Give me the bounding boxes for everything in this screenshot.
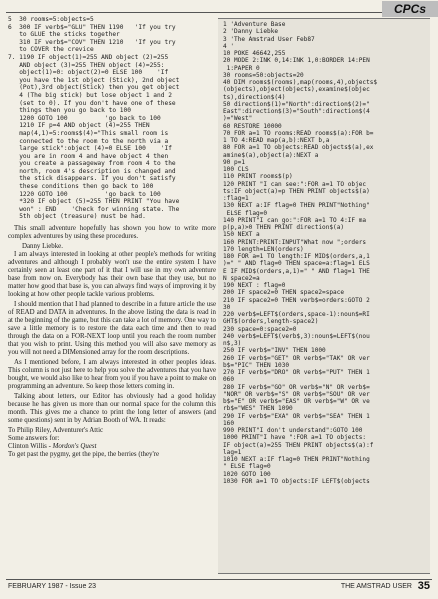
header-rule xyxy=(6,12,432,13)
left-column xyxy=(8,16,216,571)
game-author: Clinton Willis - xyxy=(8,443,53,451)
signature-danny: Danny Liebke. xyxy=(22,243,63,251)
footer-rule xyxy=(6,579,432,580)
letter-addressee: To Philip Riley, Adventurer's Attic xyxy=(8,427,104,435)
paragraph-ideas: As I mentioned before, I am always interested in other peoples ideas. This column is not just here to help you solve the adventures that you have bought, we would also like to hear from you if you have a point to make on programming an adventure. So keep those letters coming in. xyxy=(8,359,216,391)
game-title: Mordon's Quest xyxy=(52,443,97,451)
code-snippet-left: 5 30 rooms=5:objects=5 6 300 IF verb$="GLU" THEN 1190 'If you try to GLUE the sticks together 310 IF verb$="COV" THEN 1210 'If you try to COVER the crevice 7. 1190 IF object(1)=255 AND object (2)=255 AND object (3)=255 THEN object (4)=255: object(1)=0: object(2)=0 ELSE 100 'If you have the 1st object (Stick), 2nd object (Pot),3rd object(Stick) then you get object 4 (The big stick) but lose object 1 and 2 (set to 0). If you don't have one of these things then you go back to 100 1200 GOTO 100 'go back to 100 1210 IF p=4 AND object (4)=255 THEN map(4,1)=5:rooms$(4)="This small room is connected to the room to the north via a large stick":object (4)=0 ELSE 100 'If you are in room 4 and have object 4 then you create a passageway from room 4 to the north, room 4's description is changed and the stick disappears. If you don't satisfy these conditions then go back to 100 1220 GOTO 100 'go back to 100 *320 IF object (5)=255 THEN PRINT "You have won" : END 'Check for winning state. The 5th object (treasure) must be had. xyxy=(8,16,180,221)
footer-issue: FEBRUARY 1987 - Issue 23 xyxy=(8,583,97,590)
paragraph-read-data: I should mention that I had planned to describe in a future article the use of READ and DATA in adventures. In the above listing the data is read in at the beginning of the game, but this can take a lot of memory. One way to save a little memory is to restore the data each time and then to read through the data on a FOR-NEXT loop until you reach the room number that you wish to print. Using this method you will also save memory as you will not need a DIMensioned array for the room descriptions. xyxy=(8,301,216,357)
answer-line: To get past the pygmy, get the pipe, the berries (they're xyxy=(8,451,160,459)
paragraph-methods: I am always interested in looking at other people's methods for writing adventures and although I probably won't use the entire system I have certainly seen at least one part of it that I will use in my own adventure base from now on. Everybody has their own base that they use, but no matter how good that base is, you can always find ways of improving it by looking at how other people tackle various problems. xyxy=(8,251,216,299)
footer-magazine-name: THE AMSTRAD USER xyxy=(340,583,412,590)
intro-paragraph: This small adventure hopefully has shown you how to write more complex adventures by using these procedures. xyxy=(8,225,216,241)
game-heading xyxy=(8,443,216,451)
paragraph-letters: Talking about letters, our Editor has obviously had a good holiday because he has given us more than our normal space for the column this month. This gives me a chance to print the long letter of answers (and some questions) sent in by Adrian Booth of WA. It reads: xyxy=(8,393,216,425)
program-listing-box xyxy=(218,18,430,574)
page-number: 35 xyxy=(417,580,430,592)
program-listing: 1 'Adventure Base 2 'Danny Liebke 3 'The Amstrad User Feb87 4 ' 10 POKE 46642,255 20 MODE 2:INK 0,14:INK 1,0:BORDER 14:PEN 1:PAPER 0 30 rooms=50:objects=20 40 DIM rooms$(rooms),map(rooms,4),objects$ (objects),object(objects),examine$(objec ts),direction$(4) 50 direction$(1)="North":direction$(2)=" East":direction$(3)="South":direction$(4 )="West" 60 RESTORE 10000 70 FOR a=1 TO rooms:READ rooms$(a):FOR b= 1 TO 4:READ map(a,b):NEXT b,a 80 FOR a=1 TO objects:READ objects$(a),ex amine$(a),object(a):NEXT a 90 p=1 100 CLS 110 PRINT rooms$(p) 120 PRINT "I can see:":FOR a=1 TO objec ts:IF object(a)=p THEN PRINT objects$(a) :flag=1 130 NEXT a:IF flag=0 THEN PRINT"Nothing" ELSE flag=0 140 PRINT"I can go:":FOR a=1 TO 4:IF ma p(p,a)>0 THEN PRINT direction$(a) 150 NEXT a 160 PRINT:PRINT:INPUT"What now ";orders 170 length=LEN(orders) 180 FOR a=1 TO length:IF MID$(orders,a,1 )=" " AND flag=0 THEN space=a:flag=1 ELS E IF MID$(orders,a,1)=" " AND flag=1 THE N space2=a 190 NEXT : flag=0 200 IF space2=0 THEN space2=space 210 IF space2=0 THEN verb$=orders:GOTO 2 30 220 verb$=LEFT$(orders,space-1):noun$=RI GHT$(orders,length-space2) 230 space=0:space2=0 240 verb$=LEFT$(verb$,3):noun$=LEFT$(nou n$,3) 250 IF verb$="INV" THEN 1000 260 IF verb$="GET" OR verb$="TAK" OR ver b$="PIC" THEN 1030 270 IF verb$="DRO" OR verb$="PUT" THEN 1 060 280 IF verb$="GO" OR verb$="N" OR verb$= "NOR" OR verb$="S" OR verb$="SOU" OR ver b$="E" OR verb$="EAS" OR verb$="W" OR ve rb$="WES" THEN 1090 290 IF verb$="EXA" OR verb$="SEA" THEN 1 160 990 PRINT"I don't understand":GOTO 100 1000 PRINT"I have ":FOR a=1 TO objects: IF object(a)=255 THEN PRINT objects$(a):f lag=1 1010 NEXT a:IF flag=0 THEN PRINT"Nothing " ELSE flag=0 1020 GOTO 100 1030 FOR a=1 TO objects:IF LEFT$(objects xyxy=(223,21,378,485)
letter-some-answers: Some answers for: xyxy=(8,435,60,443)
section-badge: CPCs xyxy=(382,1,438,17)
